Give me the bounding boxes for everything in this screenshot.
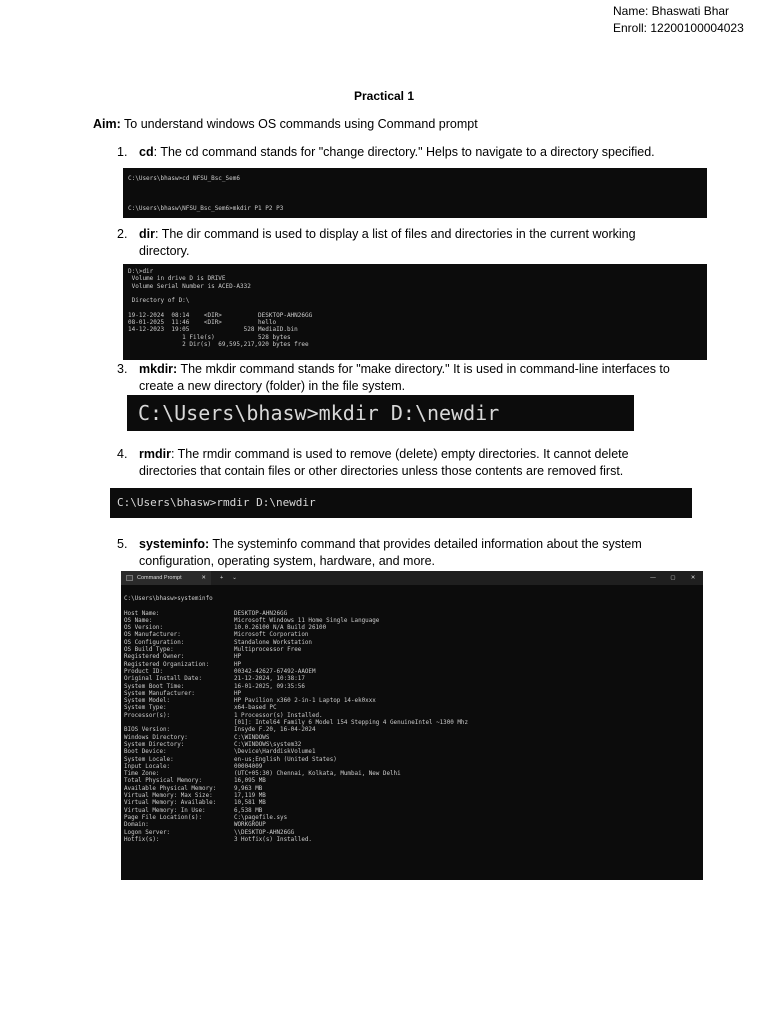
item-number: 4. [117, 447, 128, 461]
maximize-icon[interactable]: ▢ [670, 575, 676, 581]
chevron-down-icon[interactable]: ⌄ [232, 575, 237, 581]
command-name: dir [139, 227, 155, 241]
command-item-cd [117, 144, 677, 161]
terminal-text: C:\Users\bhasw>cd NFSU_Bsc_Sem6 C:\Users\bhasw\NFSU_Bsc_Sem6>mkdir P1 P2 P3 [128, 175, 284, 212]
terminal-output-mkdir [127, 395, 634, 431]
command-description: The mkdir command stands for "make directory." It is used in command-line interfaces to create a new directory (folder) in the file system. [139, 362, 670, 393]
item-number: 1. [117, 145, 128, 159]
student-info [613, 3, 744, 37]
item-number: 3. [117, 362, 128, 376]
item-number: 2. [117, 227, 128, 241]
command-description: : The rmdir command is used to remove (delete) empty directories. It cannot delete directories that contain files or other directories unless those contents are removed first. [139, 447, 629, 478]
command-name: cd [139, 145, 154, 159]
close-icon[interactable]: ✕ [201, 575, 206, 581]
command-item-rmdir [117, 446, 677, 480]
terminal-text: D:\>dir Volume in drive D is DRIVE Volume Serial Number is ACED-A332 Directory of D:\ 19-12-2024 08:14 <DIR> DESKTOP-AHN26GG 08-01-2025 11:46 <DIR> hello 14-12-2023 19:05 528 MediaID.bin 1 File(s) 528 bytes 2 Dir(s) 69,595,217,920 bytes free [128, 268, 313, 348]
window-close-icon[interactable]: ✕ [690, 575, 696, 581]
terminal-window-systeminfo [121, 571, 703, 880]
student-enroll: Enroll: 12200100004023 [613, 21, 744, 35]
command-item-systeminfo [117, 536, 677, 570]
terminal-output-cd [123, 168, 707, 218]
command-item-dir [117, 226, 677, 260]
aim-text: To understand windows OS commands using Command prompt [120, 117, 478, 131]
aim-statement [93, 117, 478, 131]
terminal-output-rmdir [110, 488, 692, 518]
command-description: : The cd command stands for "change directory." Helps to navigate to a directory specified. [153, 145, 655, 159]
terminal-body [121, 585, 703, 855]
command-description: : The dir command is used to display a list of files and directories in the current working directory. [139, 227, 636, 258]
terminal-text: C:\Users\bhasw>rmdir D:\newdir [117, 496, 316, 509]
terminal-text: C:\Users\bhasw>mkdir D:\newdir [138, 401, 500, 425]
aim-label: Aim: [93, 117, 121, 131]
terminal-tab-bar [121, 571, 703, 585]
terminal-icon [126, 575, 133, 581]
item-number: 5. [117, 537, 128, 551]
page-title: Practical 1 [353, 89, 415, 103]
minimize-icon[interactable]: — [650, 575, 656, 581]
tab-command-prompt[interactable] [121, 571, 211, 585]
command-description: The systeminfo command that provides detailed information about the system configuration, operating system, hardware, and more. [139, 537, 642, 568]
command-item-mkdir [117, 361, 677, 395]
terminal-text: C:\Users\bhasw>systeminfo Host Name: DESKTOP-AHN26GG OS Name: Microsoft Windows 11 Home Single Language OS Version: 10.0.26100 N/A Build 26100 OS Manufacturer: Microsoft Corporation OS Configuration: Standalone Workstation OS Build Type: Multiprocessor Free Registered Owner: HP Registered Organization: HP Product ID: 00342-42627-67492-AAOEM Original Install Date: 21-12-2024, 10:38:17 System Boot Time: 16-01-2025, 09:35:56 System Manufacturer: HP System Model: HP Pavilion x360 2-in-1 Laptop 14-ek0xxx System Type: x64-based PC Processor(s): 1 Processor(s) Installed. [01]: Intel64 Family 6 Model 154 Stepping 4 GenuineIntel ~1300 Mhz BIOS Version: Insyde F.20, 16-04-2024 Windows Directory: C:\WINDOWS System Directory: C:\WINDOWS\system32 Boot Device: \Device\HarddiskVolume1 System Locale: en-us;English (United States) Input Locale: 00004009 Time Zone: (UTC+05:30) Chennai, Kolkata, Mumbai, New Delhi Total Physical Memory: 16,095 MB Available Physical Memory: 9,963 MB Virtual Memory: Max Size: 17,119 MB Virtual Memory: Available: 10,581 MB Virtual Memory: In Use: 6,538 MB Page File Location(s): C:\pagefile.sys Domain: WORKGROUP Logon Server: \\DESKTOP-AHN26GG Hotfix(s): 3 Hotfix(s) Installed. [124, 596, 469, 843]
student-name: Name: Bhaswati Bhar [613, 4, 730, 18]
terminal-output-dir [123, 264, 707, 360]
plus-icon[interactable]: + [220, 575, 224, 581]
command-name: rmdir [139, 447, 171, 461]
tab-label: Command Prompt [137, 575, 182, 581]
command-name: mkdir: [139, 362, 178, 376]
command-name: systeminfo: [139, 537, 210, 551]
